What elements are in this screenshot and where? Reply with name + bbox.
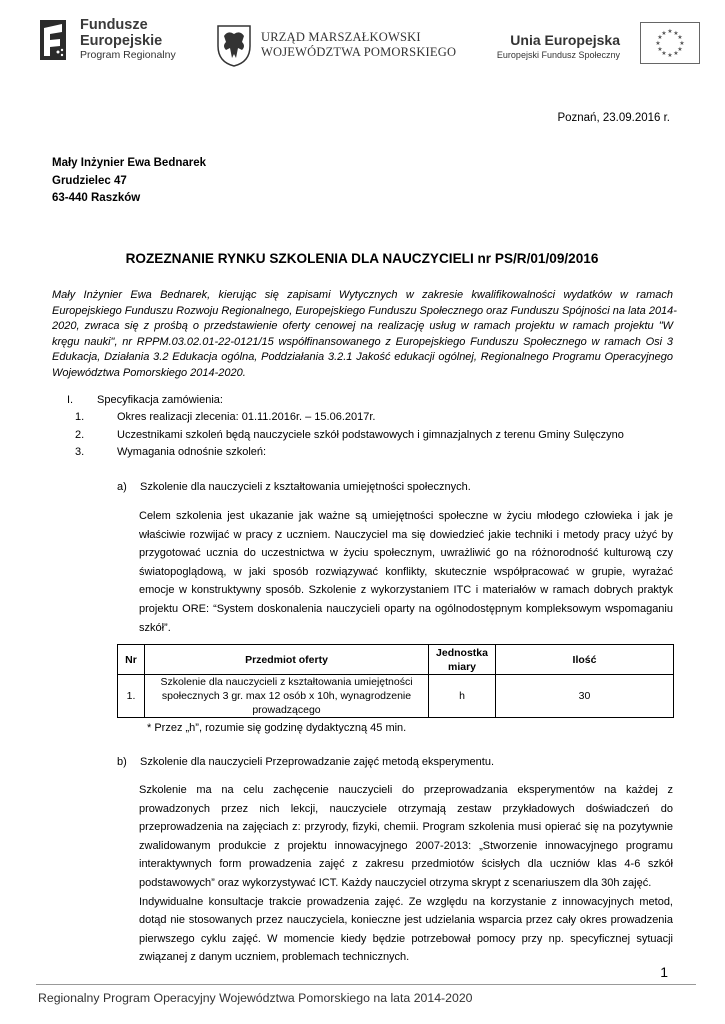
header-unit-line1: Jednostka <box>436 646 488 659</box>
header-subject: Przedmiot oferty <box>145 645 429 675</box>
offer-table <box>117 644 674 718</box>
section-b-line: związanej z danym uczniem, problemach technicznych. <box>139 951 410 964</box>
offer-table-header-row <box>118 645 674 675</box>
page-number: 1 <box>660 964 668 980</box>
footer-text: Regionalny Program Operacyjny Województwa Pomorskiego na lata 2014-2020 <box>38 991 473 1005</box>
fe-line1: Fundusze <box>80 17 148 33</box>
spec-item-number: 2. <box>75 429 85 441</box>
section-a-letter: a) <box>117 481 127 493</box>
fundusze-europejskie-text <box>80 18 176 62</box>
ue-line2: Europejski Fundusz Społeczny <box>496 50 620 60</box>
svg-text:★: ★ <box>661 50 667 57</box>
svg-text:★: ★ <box>673 50 679 57</box>
row-qty: 30 <box>496 675 674 718</box>
section-a-line: projektu ORE: “System doskonalenia nauczycieli oparty na ogólnodostępnym kompleksowym wspomaganiu <box>139 602 673 615</box>
svg-text:★: ★ <box>667 52 673 59</box>
header-nr: Nr <box>118 645 145 675</box>
table-note: * Przez „h”, rozumie się godzinę dydaktyczną 45 min. <box>147 722 407 734</box>
svg-text:★: ★ <box>677 34 683 41</box>
header-unit-line2: miary <box>447 660 477 673</box>
section-a-line: przygotować ucznia do uczestnictwa w życiu społecznym, uwrażliwić go na różnorodność kulturową czy <box>139 547 673 560</box>
fe-line2: Europejskie <box>80 32 163 49</box>
pomorskie-crest-icon <box>216 24 252 68</box>
urzad-marszalkowski-text <box>261 30 456 60</box>
footer-divider <box>36 984 696 985</box>
spec-item-text: Wymagania odnośnie szkoleń: <box>117 446 267 458</box>
svg-text:★: ★ <box>667 28 673 35</box>
document-date: Poznań, 23.09.2016 r. <box>557 112 670 124</box>
section-b-line: Szkolenie ma na celu zachęcenie nauczycieli do przeprowadzania eksperymentów na każdej z <box>139 784 673 796</box>
section-a-line: szkół”. <box>139 621 171 634</box>
intro-line: Europejskiego Funduszu Rozwoju Regionalnego, Europejskiego Funduszu Społecznego oraz Funduszu Spójności na lata 2014- <box>52 304 677 317</box>
section-a-line: właściwie rozwijać w pracy z uczniem. Nauczyciel ma się dowiedzieć jakie techniki i metody pracy użyć by <box>139 528 673 541</box>
document-title: ROZEZNANIE RYNKU SZKOLENIA DLA NAUCZYCIELI nr PS/R/01/09/2016 <box>125 251 599 266</box>
intro-line: 2020, zwraca się z prośbą o przedstawienie oferty cenowej na realizację usług w ramach projektu w ramach projektu "W <box>52 320 673 332</box>
ue-line1: Unia Europejska <box>510 32 620 48</box>
intro-line: Mały Inżynier Ewa Bednarek, kierując się zapisami Wytycznych w zakresie kwalifikowalności wydatków w ramach <box>52 289 673 301</box>
header-unit <box>429 645 496 675</box>
section-a-line: emocje w konstruktywny sposób. Szkolenie z wykorzystaniem ITC i materiałów w ramach dobrych praktyk <box>139 584 673 597</box>
spec-item-text: Uczestnikami szkoleń będą nauczyciele szkół podstawowych i gimnazjalnych z terenu Gminy Sulęczyno <box>117 429 624 441</box>
table-row <box>118 675 674 718</box>
intro-line: Województwa Pomorskiego 2014-2020. <box>52 366 246 379</box>
intro-paragraph <box>52 288 677 381</box>
row-subject-line: społecznych 3 gr. max 12 osób x 10h, wynagrodzenie <box>161 690 412 702</box>
address-line3: 63-440 Raszków <box>52 192 141 204</box>
recipient-address <box>52 155 206 208</box>
section-b-line: Indywidualne konsultacje trakcie prowadzenia zajęć. Ze względu na korzystanie z innowacyjnych metod, <box>139 895 673 908</box>
svg-text:★: ★ <box>661 30 667 37</box>
row-subject-line: Szkolenie dla nauczycieli z kształtowania umiejętności <box>160 676 413 688</box>
section-a-heading: Szkolenie dla nauczycieli z kształtowania umiejętności społecznych. <box>140 481 471 493</box>
fundusze-europejskie-logo-icon <box>38 18 68 62</box>
row-nr: 1. <box>118 675 145 718</box>
section-b-line: zwalidowanym produkcie z projektu innowacyjnego 2007-2013: „Stworzenie innowacyjnego programu <box>139 839 673 852</box>
svg-text:★: ★ <box>655 40 661 47</box>
section-b-line: dotąd nie stosowanych przez nauczyciela, konieczne jest udzielania wsparcia przez cały okres prowadzenia <box>139 914 673 927</box>
um-line2: WOJEWÓDZTWA POMORSKIEGO <box>261 45 457 59</box>
section-a-line: światopoglądową, w jaki sposób rozwiązywać konflikty, skutecznie współpracować w grupie, wyrażać <box>139 565 673 578</box>
section-a-paragraph <box>139 507 673 637</box>
intro-line: kręgu nauki", nr RPPM.03.02.01-22-0121/15 współfinansowanego z Europejskiego Funduszu Społecznego w ramach Osi 3 <box>52 335 673 348</box>
svg-text:★: ★ <box>677 46 683 53</box>
section-b-letter: b) <box>117 756 127 768</box>
header-qty: Ilość <box>496 645 674 675</box>
address-line1: Mały Inżynier Ewa Bednarek <box>52 157 207 169</box>
unia-europejska-text <box>490 31 620 61</box>
spec-item-number: 1. <box>75 411 85 423</box>
row-subject <box>145 675 429 718</box>
section-b-heading: Szkolenie dla nauczycieli Przeprowadzanie zajęć metodą eksperymentu. <box>140 756 495 768</box>
intro-line: Edukacja, Działania 3.2 Edukacja ogólna, Poddziałania 3.2.1 Jakość edukacji ogólnej, Regionalnego Programu Operacyjnego <box>52 351 673 363</box>
svg-text:★: ★ <box>657 46 663 53</box>
fe-line3: Program Regionalny <box>80 49 176 61</box>
section-b-line: przeprowadzenia na zajęciach z: przyrody, fizyki, chemii. Program szkolenia musi opierać się na pozytywnie <box>139 821 673 834</box>
section-b-line: pierwszego cyklu zajęć. W momencie kiedy będzie potrzebował pomocy przy np. specyficznej sytuacji <box>139 932 673 945</box>
address-line2: Grudzielec 47 <box>52 174 127 187</box>
section-b-line: prowadzonych przez nich lekcji, nauczyciele otrzymają zestaw przykładowych doświadczeń do <box>139 802 673 815</box>
eu-flag-icon <box>640 22 700 64</box>
spec-item-number: 3. <box>75 446 85 458</box>
row-unit: h <box>429 675 496 718</box>
spec-heading: Specyfikacja zamówienia: <box>97 394 223 406</box>
section-a-line: Celem szkolenia jest ukazanie jak ważne są umiejętności społeczne w życiu młodego człowieka i jak je <box>139 510 673 522</box>
um-line1: URZĄD MARSZAŁKOWSKI <box>261 30 421 44</box>
row-subject-line: prowadzącego <box>252 704 321 716</box>
section-b-line: interaktywnych form prowadzenia zajęć z zakresu przedmiotów ścisłych dla uczniów klas 4-6 szkół <box>139 858 673 871</box>
svg-text:★: ★ <box>679 40 685 47</box>
svg-text:★: ★ <box>657 34 663 41</box>
spec-item-text: Okres realizacji zlecenia: 01.11.2016r. – 15.06.2017r. <box>117 411 376 423</box>
svg-text:★: ★ <box>673 30 679 37</box>
section-b-paragraph <box>139 781 673 967</box>
spec-roman-numeral: I. <box>67 394 74 406</box>
section-b-line: podstawowych” oraz wykorzystywać ICT. Każdy nauczyciel otrzyma skrypt z scenariuszem dla 30h zajęć. <box>139 876 652 889</box>
